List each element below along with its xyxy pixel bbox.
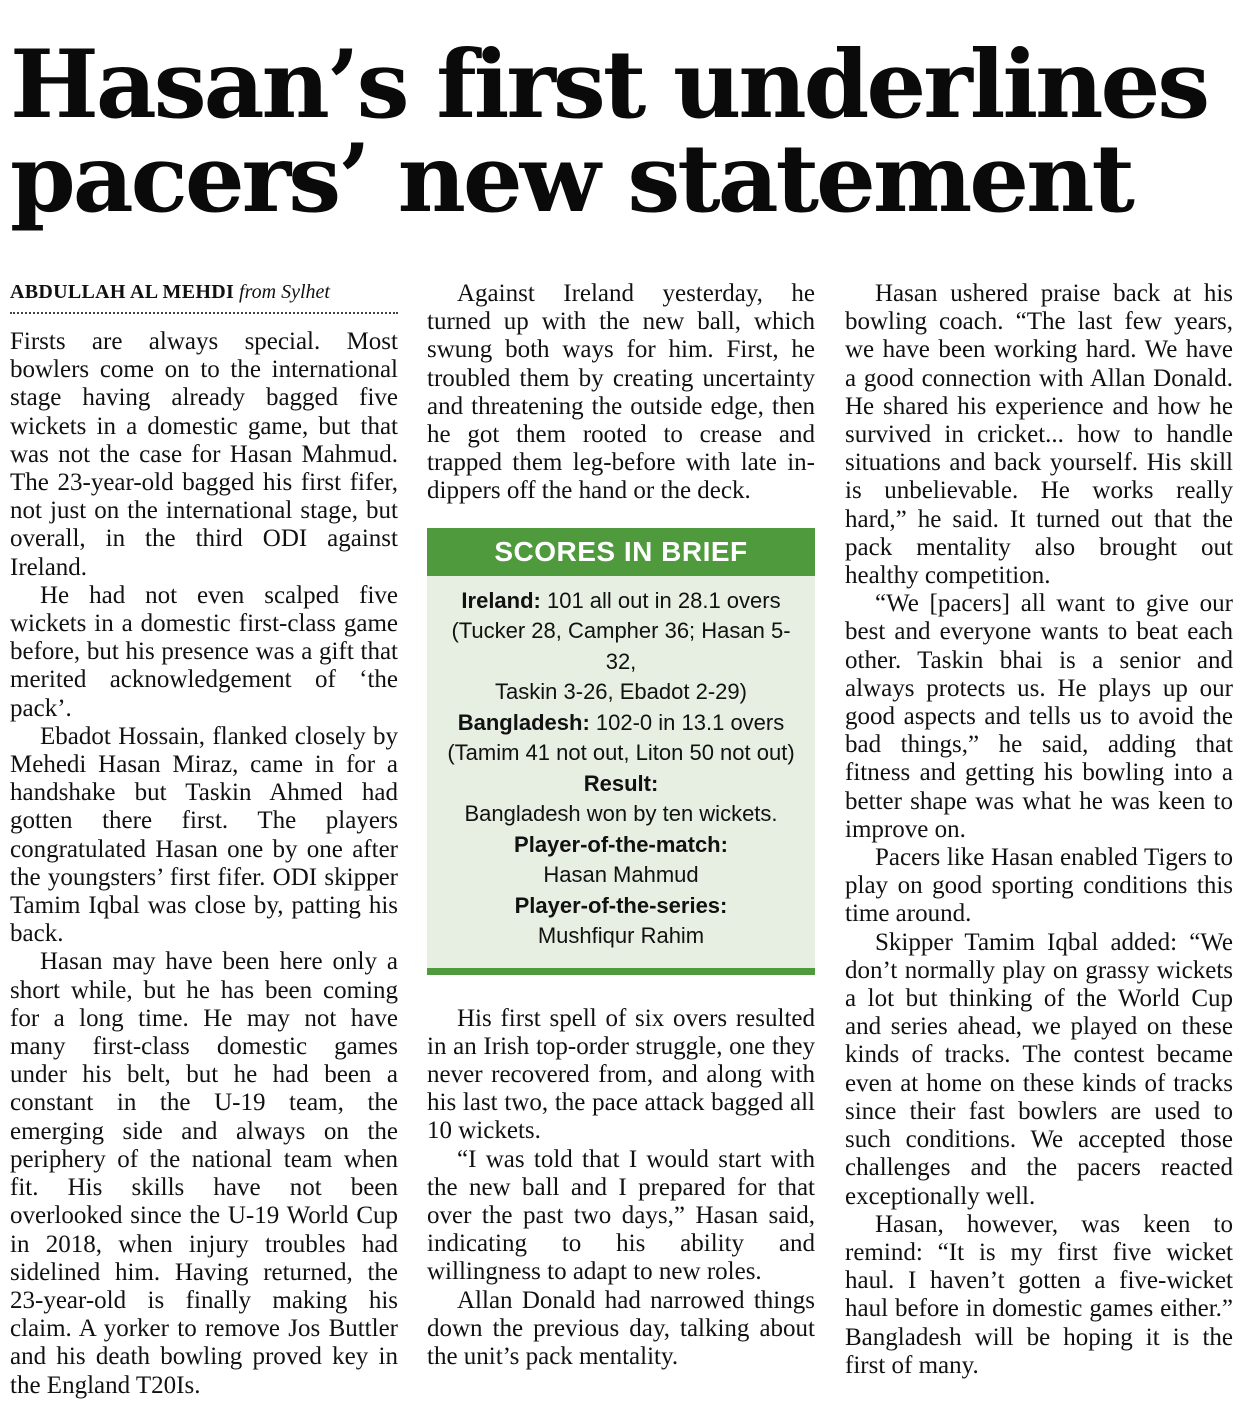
ireland-score-line — [427, 586, 815, 617]
article-paragraph: Hasan, however, was keen to remind: “It is my first five wicket haul. I haven’t gotten a five-wicket haul before in domestic games either.” Bangladesh will be hoping it is the first of many. — [845, 1210, 1233, 1379]
article-column-1 — [10, 280, 398, 1400]
byline-author: ABDULLAH AL MEHDI — [10, 281, 235, 303]
result-label — [427, 769, 815, 800]
article-paragraph: Ebadot Hossain, flanked closely by Mehedi Hasan Miraz, came in for a handshake but Taskin Ahmed had gotten there first. The players congratulated Hasan one by one after the youngsters’ first fifer. ODI skipper Tamim Iqbal was close by, patting his back. — [10, 722, 398, 948]
potm-value: Hasan Mahmud — [543, 862, 699, 888]
result-value: Bangladesh won by ten wickets. — [464, 801, 778, 827]
article-paragraph: Skipper Tamim Iqbal added: “We don’t normally play on grassy wickets a lot but thinking of the World Cup and series ahead, we played on these kinds of tracks. The contest became even at home on these kinds of tracks since their fast bowlers are used to such conditions. We accepted those challenges and the pacers reacted exceptionally well. — [845, 928, 1233, 1210]
ireland-details: (Tucker 28, Campher 36; Hasan 5-32, — [451, 618, 791, 674]
article-paragraph: Against Ireland yesterday, he turned up with the new ball, which swung both ways for him. First, he troubled them by creating uncertainty and threatening the outside edge, then he got them rooted to crease and trapped them leg-before with late in-dippers off the hand or the deck. — [427, 280, 815, 505]
article-paragraph: “We [pacers] all want to give our best and everyone wants to beat each other. Taskin bhai is a senior and always protects us. He plays up our good aspects and tells us to avoid the bad things,” he said, adding that fitness and getting his bowling into a better shape was what he was keen to improve on. — [845, 590, 1233, 843]
ireland-details-2: Taskin 3-26, Ebadot 2-29) — [495, 679, 747, 705]
article-paragraph: Pacers like Hasan enabled Tigers to play on good sporting conditions this time around. — [845, 844, 1233, 928]
article-paragraph: Hasan ushered praise back at his bowling coach. “The last few years, we have been working hard. We have a good connection with Allan Donald. He shared his experience and how he survived in cricket... how to handle situations and back yourself. His skill is unbelievable. He works really hard,” he said. It turned out that the pack mentality also brought out healthy competition. — [845, 280, 1233, 590]
article-paragraph: “I was told that I would start with the new ball and I prepared for that over the past two days,” Hasan said, indicating to his ability and willingness to adapt to new roles. — [427, 1145, 815, 1286]
potm-label-text: Player-of-the-match: — [514, 831, 728, 857]
scores-box-title: SCORES IN BRIEF — [427, 528, 815, 576]
article-column-2 — [427, 280, 815, 1371]
result-label-text: Result: — [583, 770, 659, 796]
pots-value: Mushfiqur Rahim — [537, 923, 705, 949]
bangladesh-score-line — [427, 708, 815, 739]
bangladesh-details: (Tamim 41 not out, Liton 50 not out) — [447, 740, 795, 766]
potm-label — [427, 830, 815, 861]
article-column-3 — [845, 280, 1233, 1380]
pots-label-text: Player-of-the-series: — [514, 892, 728, 918]
pots-label — [427, 891, 815, 922]
byline-location: from Sylhet — [239, 281, 330, 303]
article-paragraph: His first spell of six overs resulted in an Irish top-order struggle, one they never recovered from, and along with his last two, the pace attack bagged all 10 wickets. — [427, 1004, 815, 1145]
ireland-label: Ireland: — [461, 587, 541, 613]
bangladesh-label: Bangladesh: — [457, 709, 590, 735]
article-paragraph: He had not even scalped five wickets in a domestic first-class game before, but his presence was a gift that merited acknowledgement of ‘the pack’. — [10, 581, 398, 722]
bangladesh-score: 102-0 in 13.1 overs — [589, 709, 785, 735]
headline-line-1: Hasan’s first underlines — [10, 30, 1208, 140]
headline — [10, 30, 1235, 234]
scores-in-brief-box — [427, 528, 815, 975]
byline — [10, 280, 398, 314]
ireland-score: 101 all out in 28.1 overs — [540, 587, 781, 613]
headline-line-2: pacers’ new statement — [10, 124, 1132, 234]
article-paragraph: Allan Donald had narrowed things down the previous day, talking about the unit’s pack mentality. — [427, 1286, 815, 1371]
article-paragraph: Hasan may have been here only a short while, but he has been coming for a long time. He may not have many first-class domestic games under his belt, but he had been a constant in the U-19 team, the emerging side and always on the periphery of the national team when fit. His skills have not been overlooked since the U-19 World Cup in 2018, when injury troubles had sidelined him. Having returned, the 23-year-old is finally making his claim. A yorker to remove Jos Buttler and his death bowling proved key in the England T20Is. — [10, 948, 398, 1399]
article-paragraph: Firsts are always special. Most bowlers come on to the international stage having already bagged five wickets in a domestic game, but that was not the case for Hasan Mahmud. The 23-year-old bagged his first fifer, not just on the international stage, but overall, in the third ODI against Ireland. — [10, 328, 398, 581]
